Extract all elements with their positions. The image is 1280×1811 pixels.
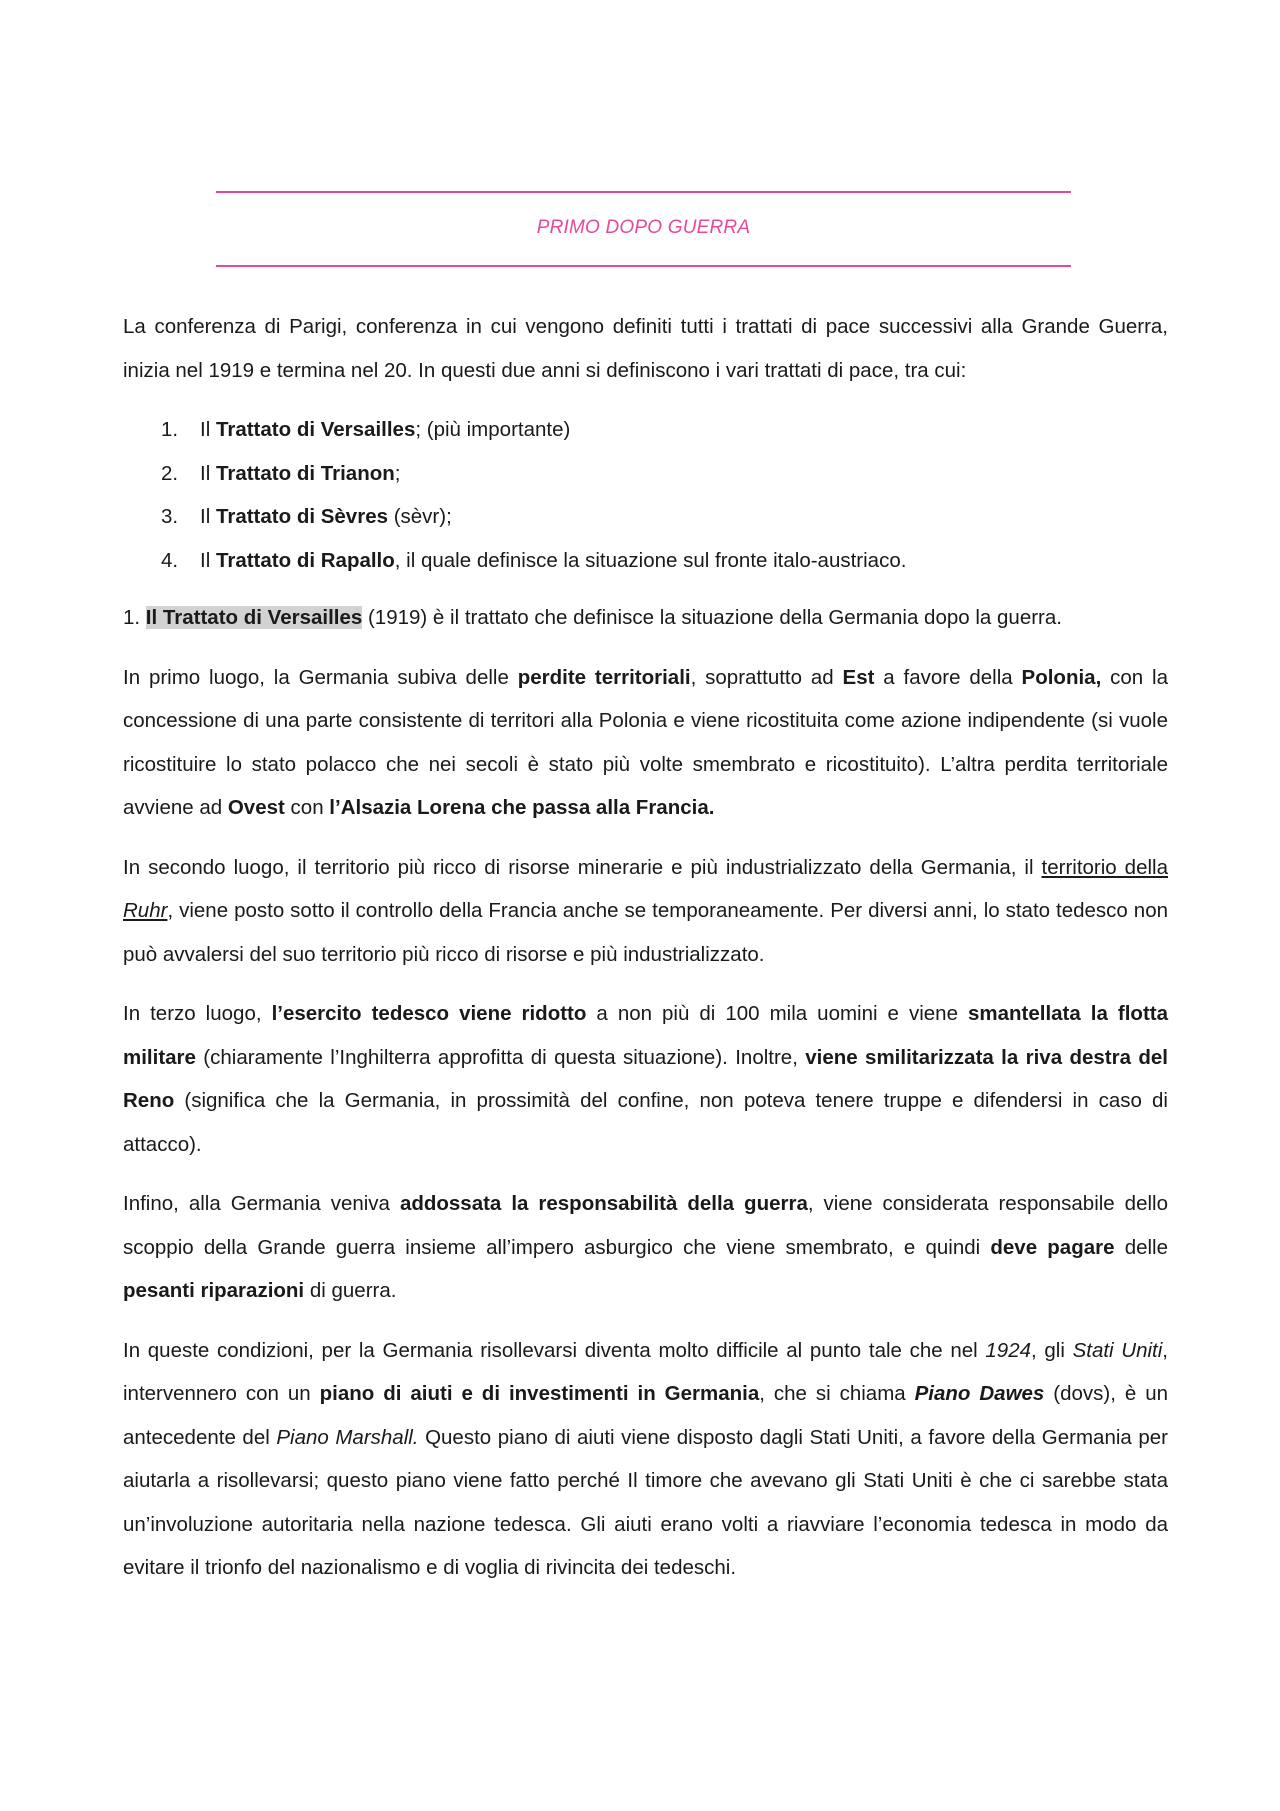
second-point-paragraph: In secondo luogo, il territorio più ricco di risorse minerarie e più industrializzato della Germania, il territorio della Ruhr, viene posto sotto il controllo della Francia anche se temporaneamente. Per diversi anni, lo stato tedesco non può avvalersi del suo territorio più ricco di risorse e più industrializzato. (123, 855, 1168, 966)
dawes-paragraph: In queste condizioni, per la Germania risollevarsi diventa molto difficile al punto tale che nel 1924, gli Stati Uniti, intervennero con un piano di aiuti e di investimenti in Germania, che si chiama Piano Dawes (dovs), è un antecedente del Piano Marshall. Questo piano di aiuti viene disposto dagli Stati Uniti, a favore della Germania per aiutarla a risollevarsi; questo piano viene fatto perché Il timore che avevano gli Stati Uniti è che ci sarebbe stata un’involuzione autoritaria nella nazione tedesca. Gli aiuti erano volti a riavviare l’economia tedesca in modo da evitare il trionfo del nazionalismo e di voglia di rivincita dei tedeschi. (123, 1338, 1169, 1579)
list-item: 2. Il Trattato di Trianon; (123, 452, 1168, 496)
list-number: 1. (161, 418, 179, 441)
list-number: 2. (161, 461, 179, 485)
treaty-name: Trattato di Trianon (215, 461, 395, 485)
list-number: 3. (161, 505, 179, 528)
header-rule-bottom (216, 265, 1071, 267)
underlined-term: territorio della Ruhr (123, 855, 1168, 922)
header-rule-top (216, 191, 1071, 193)
list-number: 4. (161, 548, 179, 572)
treaty-name: Trattato di Versailles (215, 418, 416, 441)
first-point-paragraph: In primo luogo, la Germania subiva delle perdite territoriali, soprattutto ad Est a favore della Polonia, con la concessione di una parte consistente di territori alla Polonia e viene ricostituita come azione indipendente (si vuole ricostituire lo stato polacco che nei secoli è stato più volte smembrato e ricostituito). L’altra perdita territoriale avviene ad Ovest con l’Alsazia Lorena che passa alla Francia. (123, 665, 1168, 819)
final-point-paragraph: Infino, alla Germania veniva addossata la responsabilità della guerra, viene considerata responsabile dello scoppio della Grande guerra insieme all’impero asburgico che viene smembrato, e quindi deve pagare delle pesanti riparazioni di guerra. (123, 1192, 1169, 1302)
list-item: 3. Il Trattato di Sèvres (sèvr); (123, 495, 1168, 539)
treaty-name: Trattato di Sèvres (215, 505, 388, 528)
treaty-list (123, 408, 1168, 582)
list-item: 4. Il Trattato di Rapallo, il quale definisce la situazione sul fronte italo-austriaco. (123, 539, 1168, 583)
page-title: PRIMO DOPO GUERRA (536, 217, 751, 238)
highlighted-heading: Il Trattato di Versailles (145, 606, 363, 629)
third-point-paragraph: In terzo luogo, l’esercito tedesco viene ridotto a non più di 100 mila uomini e viene smantellata la flotta militare (chiaramente l’Inghilterra approfitta di questa situazione). Inoltre, viene smilitarizzata la riva destra del Reno (significa che la Germania, in prossimità del confine, non poteva tenere truppe e difendersi in caso di attacco). (123, 1002, 1168, 1156)
treaty-name: Trattato di Rapallo (215, 548, 395, 572)
intro-paragraph: La conferenza di Parigi, conferenza in cui vengono definiti tutti i trattati di pace successivi alla Grande Guerra, inizia nel 1919 e termina nel 20. In questi due anni si definiscono i vari trattati di pace, tra cui: (123, 315, 1168, 382)
versailles-paragraph: 1. Il Trattato di Versailles (1919) è il trattato che definisce la situazione della Germania dopo la guerra. (123, 606, 1062, 629)
document-body (123, 305, 1168, 1606)
list-item: 1. Il Trattato di Versailles; (più importante) (123, 408, 1168, 452)
